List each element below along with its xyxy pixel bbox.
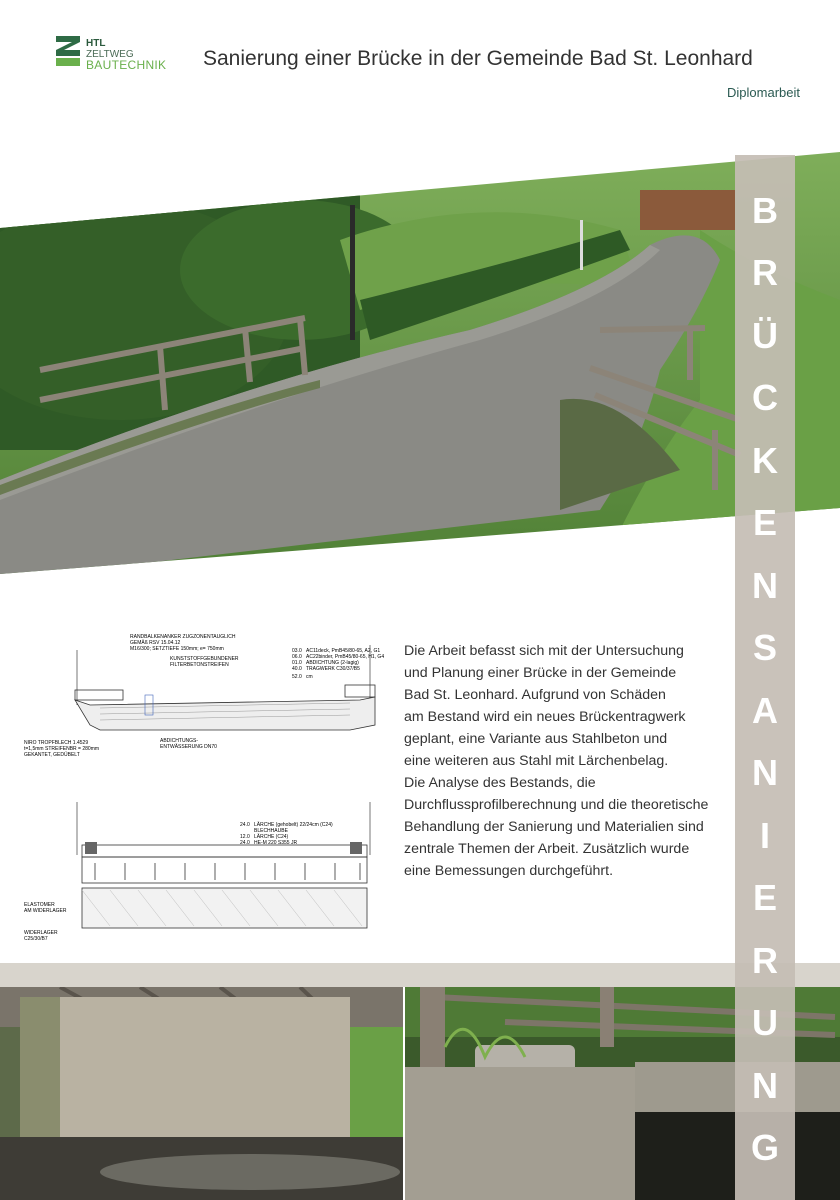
layer-bottom-3: HE-M 220 S355 JR: [254, 840, 298, 846]
anno-bottom-2: AM WIDERLAGER: [24, 908, 67, 914]
layer-top-1: AC22binder, PmB45/80-65, H1, G4: [306, 654, 385, 660]
layer-bottom-0: LÄRCHE (gehobelt) 22/24cm (C24): [254, 822, 333, 828]
anno-top-9: ABDICHTUNGS-: [160, 738, 199, 744]
vertical-title-band: [735, 155, 795, 1200]
anno-top-10: ENTWÄSSERUNG DN70: [160, 744, 217, 750]
anno-top-7: t=1,5mm STREIFENBR = 280mm: [24, 746, 100, 752]
vertical-letter: N: [752, 565, 778, 606]
desc-line: eine Bemessungen durchgeführt.: [404, 863, 614, 879]
anno-top-2: GEMÄß RSV 15.04.12: [130, 640, 181, 646]
vertical-letter: S: [752, 627, 777, 668]
desc-line: Bad St. Leonhard. Aufgrund von Schäden: [404, 687, 666, 703]
logo-line-bautechnik: BAUTECHNIK: [86, 58, 167, 72]
layer-top-4-t: 52.0: [292, 674, 302, 680]
anno-bottom-4: C25/30/B7: [24, 936, 48, 942]
desc-line: am Bestand wird ein neues Brückentragwerk: [404, 709, 686, 725]
layer-bottom-2-t: 12.0: [240, 834, 250, 840]
desc-line: Die Analyse des Bestands, die: [404, 775, 596, 791]
layer-top-3: TRAGWERK C30/37/B5: [306, 666, 360, 672]
layer-top-1-t: 06.0: [292, 654, 302, 660]
desc-line: Behandlung der Sanierung und Materialien sind: [404, 819, 704, 835]
anno-top-1: RANDBALKENANKER ZUGZONENTAUGLICH: [130, 634, 236, 640]
vertical-letter: G: [750, 1127, 779, 1168]
project-description: [404, 640, 734, 882]
drawing-concrete-variant: [24, 634, 384, 758]
logo-line-zeltweg: ZELTWEG: [86, 49, 134, 60]
layer-bottom-2: LÄRCHE (C24): [254, 834, 289, 840]
page-title: Sanierung einer Brücke in der Gemeinde Bad St. Leonhard: [203, 47, 753, 70]
vertical-letter: N: [752, 752, 778, 793]
layer-top-2: ABDICHTUNG (2-lagig): [306, 660, 359, 666]
vertical-letter: N: [752, 1065, 778, 1106]
layer-list-top: [292, 648, 384, 680]
anno-top-3: M16/300; SETZTIEFE 150mm; e= 750mm: [130, 646, 224, 652]
page-subtitle: Diplomarbeit: [727, 85, 800, 100]
anno-bottom-1: ELASTOMER: [24, 902, 55, 908]
anno-top-4: KUNSTSTOFFGEBUNDENER: [170, 656, 239, 662]
desc-line: zentrale Themen der Arbeit. Zusätzlich wurde: [404, 841, 690, 857]
bridge-underside-photo: [0, 987, 403, 1200]
logo-z-icon: [54, 34, 82, 68]
anno-top-6: NIRO TROPFBLECH 1.4529: [24, 740, 89, 746]
vertical-letter: B: [752, 190, 778, 231]
layer-bottom-0-t: 24.0: [240, 822, 250, 828]
logo-line-htl: HTL: [86, 38, 106, 49]
vertical-letter: R: [752, 252, 778, 293]
desc-line: Die Arbeit befasst sich mit der Untersuchung: [404, 643, 684, 659]
vertical-letter: I: [759, 815, 770, 856]
vertical-letter: E: [752, 502, 777, 543]
vertical-letter: A: [752, 690, 778, 731]
desc-line: Durchflussprofilberechnung und die theoretische: [404, 797, 709, 813]
anno-top-8: GEKANTET, GEDÜBELT: [24, 752, 80, 758]
layer-top-4: cm: [306, 674, 313, 680]
layer-bottom-3-t: 24.0: [240, 840, 250, 846]
vertical-letter: R: [752, 940, 778, 981]
layer-top-3-t: 40.0: [292, 666, 302, 672]
desc-line: eine weiteren aus Stahl mit Lärchenbelag.: [404, 753, 669, 769]
vertical-letter: K: [752, 440, 778, 481]
vertical-letter: E: [752, 877, 777, 918]
cross-section-drawings: [20, 630, 390, 960]
anno-top-5: FILTERBETONSTREIFEN: [170, 662, 229, 668]
desc-line: und Planung einer Brücke in der Gemeinde: [404, 665, 677, 681]
layer-list-bottom: [240, 821, 333, 846]
layer-top-0-t: 03.0: [292, 648, 302, 654]
logo-text: [86, 38, 166, 71]
layer-top-0: AC11deck, PmB45/80-65, A2, G1: [306, 648, 381, 654]
vertical-letter: Ü: [752, 315, 778, 356]
layer-top-2-t: 01.0: [292, 660, 302, 666]
vertical-letter: C: [752, 377, 778, 418]
school-logo: [54, 34, 184, 74]
drawing-steel-variant: [24, 802, 370, 942]
divider-strip: [0, 963, 840, 987]
desc-line: geplant, eine Variante aus Stahlbeton und: [404, 731, 668, 747]
bridge-road-photo: [0, 150, 840, 580]
vertical-letter: U: [752, 1002, 778, 1043]
anno-bottom-3: WIDERLAGER: [24, 930, 58, 936]
layer-bottom-1: BLECHHAUBE: [254, 828, 288, 834]
